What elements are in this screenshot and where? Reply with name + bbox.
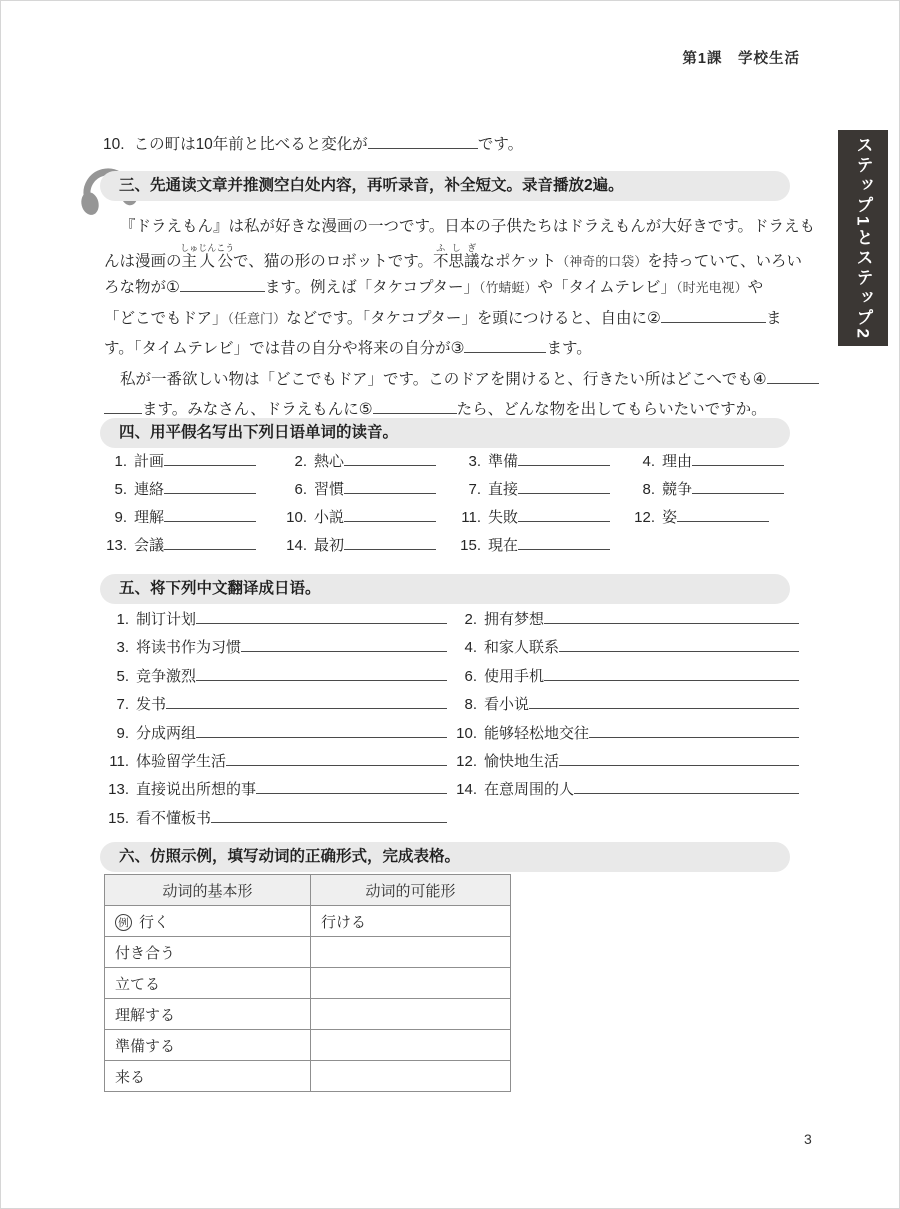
verb-form-table — [104, 874, 511, 1092]
item-phrase: 直接说出所想的事 — [136, 781, 257, 799]
fill-blank[interactable] — [196, 668, 447, 681]
passage-text: や「タイムテレビ」 — [537, 279, 677, 296]
translation-item — [451, 778, 803, 806]
example-mark: 例 — [115, 914, 132, 931]
translation-item — [451, 750, 803, 778]
passage-text: ます。みなさん、ドラえもんに⑤ — [142, 401, 373, 418]
fill-blank[interactable] — [544, 668, 799, 681]
item-phrase: 能够轻松地交往 — [484, 724, 590, 742]
item-number: 9. — [114, 509, 127, 526]
item-number: 12. — [456, 752, 477, 770]
item-number: 15. — [108, 809, 129, 827]
item-number: 3. — [468, 453, 481, 470]
item-word: 小説 — [314, 509, 345, 526]
table-row — [105, 937, 511, 968]
section-4-heading: 四、用平假名写出下列日语单词的读音。 — [100, 418, 790, 448]
item-phrase: 使用手机 — [484, 667, 545, 685]
item-word: 姿 — [662, 509, 678, 526]
passage-line — [104, 212, 814, 243]
chinese-gloss: （时光电视） — [676, 280, 748, 295]
fill-blank[interactable] — [164, 509, 256, 522]
fill-blank[interactable] — [164, 481, 256, 494]
fill-blank[interactable] — [344, 481, 436, 494]
translation-item — [451, 693, 803, 721]
item-word: 失敗 — [488, 509, 519, 526]
item-number: 13. — [106, 537, 127, 554]
reading-item — [283, 450, 457, 478]
item-number: 8. — [464, 696, 477, 714]
potential-form-cell[interactable] — [311, 937, 511, 968]
passage-ruby-text: 主人公しゅじんこう — [180, 242, 235, 270]
reading-item — [631, 506, 803, 534]
fill-blank[interactable] — [518, 453, 610, 466]
item-phrase: 发书 — [136, 696, 167, 714]
base-form-cell: 例 行く — [105, 906, 311, 937]
item-number: 7. — [468, 481, 481, 498]
reading-item — [457, 478, 631, 506]
item-word: 習慣 — [314, 481, 345, 498]
passage-text: 「どこでもドア」 — [104, 309, 228, 327]
fill-blank[interactable] — [692, 453, 784, 466]
fill-blank[interactable] — [373, 401, 457, 414]
fill-blank[interactable] — [559, 639, 799, 652]
item-phrase: 看不懂板书 — [136, 809, 212, 827]
potential-form-cell[interactable] — [311, 968, 511, 999]
translation-item — [451, 636, 803, 664]
fill-blank[interactable] — [226, 753, 447, 766]
fill-blank[interactable] — [464, 340, 546, 353]
item-number: 11. — [109, 752, 129, 770]
passage-text: などです。「タケコプター」を頭につけると、自由に② — [286, 309, 661, 327]
translation-item — [451, 608, 803, 636]
fill-blank[interactable] — [589, 725, 799, 738]
item-number: 9. — [116, 724, 129, 742]
fill-blank[interactable] — [518, 537, 610, 550]
item-word: 理由 — [662, 453, 693, 470]
item-number: 3. — [116, 639, 129, 657]
reading-item — [631, 450, 803, 478]
fill-blank[interactable] — [529, 696, 799, 709]
table-row — [105, 999, 511, 1030]
reading-item — [283, 478, 457, 506]
question-text-before: この町は10年前と比べると変化が — [133, 136, 368, 153]
reading-item — [283, 506, 457, 534]
item-number: 6. — [294, 481, 307, 498]
item-phrase: 愉快地生活 — [484, 752, 560, 770]
fill-blank[interactable] — [196, 611, 447, 624]
passage-line — [104, 334, 814, 365]
passage-text: を持っていて、いろい — [647, 252, 802, 270]
reading-item — [457, 450, 631, 478]
table-header-base-form: 动词的基本形 — [105, 875, 311, 906]
reading-item — [457, 506, 631, 534]
item-phrase: 拥有梦想 — [484, 611, 545, 628]
item-word: 連絡 — [134, 481, 165, 498]
fill-blank[interactable] — [104, 401, 142, 414]
passage-text: ま — [765, 309, 782, 327]
potential-form-cell[interactable] — [311, 1061, 511, 1092]
fill-blank[interactable] — [518, 481, 610, 494]
base-form-cell: 付き合う — [105, 937, 311, 968]
side-tab-label: ステップ1とステップ2 — [853, 135, 873, 341]
translation-item — [103, 750, 451, 778]
passage-text: たら、どんな物を出してもらいたいですか。 — [456, 401, 767, 418]
translation-item — [103, 636, 451, 664]
table-header-potential-form: 动词的可能形 — [311, 875, 511, 906]
reading-item — [283, 534, 457, 562]
item-word: 会議 — [134, 537, 165, 554]
reading-item — [103, 534, 283, 562]
item-word: 準備 — [488, 453, 519, 470]
passage-text: で、猫の形のロボットです。 — [233, 252, 433, 270]
reading-item — [457, 534, 631, 562]
translation-item — [103, 665, 451, 693]
fill-blank[interactable] — [196, 725, 447, 738]
item-number: 11. — [461, 509, 481, 526]
question-10 — [103, 132, 523, 154]
fill-blank[interactable] — [368, 136, 478, 149]
item-number: 4. — [464, 639, 477, 657]
lesson-header: 第1課 学校生活 — [682, 51, 800, 67]
reading-item — [631, 478, 803, 506]
passage-text: す。「タイムテレビ」では昔の自分や将来の自分が③ — [104, 340, 465, 357]
fill-blank[interactable] — [559, 753, 799, 766]
item-word: 計画 — [134, 453, 165, 470]
item-phrase: 体验留学生活 — [136, 752, 227, 770]
table-row — [105, 1030, 511, 1061]
passage-text: なポケット — [479, 252, 557, 270]
table-row — [105, 1061, 511, 1092]
item-phrase: 在意周围的人 — [484, 781, 575, 799]
item-phrase: 看小说 — [484, 696, 530, 714]
potential-form-cell[interactable] — [311, 1030, 511, 1061]
fill-blank[interactable] — [692, 481, 784, 494]
section-3-heading: 三、先通读文章并推测空白处内容，再听录音，补全短文。录音播放2遍。 — [100, 171, 790, 201]
potential-form-cell: 行ける — [311, 906, 511, 937]
item-number: 1. — [116, 611, 129, 628]
translation-item — [103, 722, 451, 750]
listening-passage — [104, 212, 814, 426]
fill-blank[interactable] — [677, 509, 769, 522]
fill-blank[interactable] — [211, 810, 447, 823]
fill-blank[interactable] — [164, 537, 256, 550]
passage-line — [104, 243, 814, 274]
translation-item — [451, 722, 803, 750]
translation-item — [103, 778, 451, 806]
item-number: 12. — [634, 509, 655, 526]
passage-text: んは漫画の — [104, 252, 182, 270]
item-phrase: 竞争激烈 — [136, 667, 197, 685]
passage-text: ます。 — [546, 340, 592, 357]
base-form-cell: 来る — [105, 1061, 311, 1092]
item-word: 理解 — [134, 509, 165, 526]
chinese-gloss: （任意门） — [227, 310, 287, 326]
passage-text: ろな物が① — [104, 279, 180, 296]
item-number: 4. — [642, 453, 655, 470]
item-number: 2. — [294, 453, 307, 470]
chinese-gloss: （竹蜻蜓） — [478, 280, 538, 295]
question-text-after: です。 — [477, 136, 524, 153]
item-number: 14. — [286, 537, 307, 554]
item-number: 8. — [642, 481, 655, 498]
translation-item — [103, 693, 451, 721]
reading-item — [103, 478, 283, 506]
item-number: 14. — [456, 781, 477, 799]
base-form-cell: 準備する — [105, 1030, 311, 1061]
item-word: 最初 — [314, 537, 345, 554]
fill-blank[interactable] — [344, 537, 436, 550]
passage-text: ます。例えば「タケコプター」 — [264, 279, 479, 296]
fill-blank[interactable] — [344, 453, 436, 466]
fill-blank[interactable] — [574, 781, 799, 794]
passage-ruby-text: 不思議ふしぎ — [432, 242, 480, 270]
item-number: 5. — [114, 481, 127, 498]
table-row — [105, 968, 511, 999]
item-number: 1. — [114, 453, 127, 470]
fill-blank[interactable] — [256, 781, 447, 794]
fill-blank[interactable] — [767, 371, 819, 384]
base-form-cell: 理解する — [105, 999, 311, 1030]
base-form-cell: 立てる — [105, 968, 311, 999]
item-word: 直接 — [488, 481, 519, 498]
translation-item — [103, 807, 451, 835]
section-4-items — [103, 450, 803, 562]
fill-blank[interactable] — [164, 453, 256, 466]
item-number: 13. — [108, 781, 129, 799]
section-5-heading: 五、将下列中文翻译成日语。 — [100, 574, 790, 604]
item-phrase: 分成两组 — [136, 724, 197, 742]
passage-line — [104, 365, 814, 396]
page-number: 3 — [804, 1131, 812, 1147]
item-phrase: 和家人联系 — [484, 639, 560, 657]
fill-blank[interactable] — [180, 279, 265, 292]
side-tab-step1-step2 — [838, 130, 888, 346]
translation-item — [451, 665, 803, 693]
passage-text: 『ドラえもん』は私が好きな漫画の一つです。日本の子供たちはドラえもんが大好きです。ドラえも — [120, 218, 816, 235]
item-number: 10. — [456, 724, 477, 742]
section-6-heading: 六、仿照示例，填写动词的正确形式，完成表格。 — [100, 842, 790, 872]
item-word: 現在 — [488, 537, 519, 554]
item-number: 7. — [116, 696, 129, 714]
section-5-items — [103, 608, 803, 835]
item-word: 熱心 — [314, 453, 345, 470]
item-phrase: 将读书作为习惯 — [136, 639, 242, 657]
verb-table-body — [105, 906, 511, 1092]
fill-blank[interactable] — [166, 696, 447, 709]
item-number: 6. — [464, 667, 477, 685]
fill-blank[interactable] — [544, 611, 799, 624]
fill-blank[interactable] — [518, 509, 610, 522]
item-number: 5. — [116, 667, 129, 685]
item-number: 2. — [464, 611, 477, 628]
chinese-gloss: （神奇的口袋） — [556, 253, 648, 269]
reading-item — [103, 450, 283, 478]
fill-blank[interactable] — [344, 509, 436, 522]
potential-form-cell[interactable] — [311, 999, 511, 1030]
passage-text: や — [747, 279, 764, 296]
passage-line — [104, 304, 814, 335]
passage-text: 私が一番欲しい物は「どこでもドア」です。このドアを開けると、行きたい所はどこへでも④ — [120, 370, 767, 388]
fill-blank[interactable] — [241, 639, 447, 652]
question-number: 10. — [103, 136, 125, 153]
item-number: 10. — [286, 509, 307, 526]
reading-item — [103, 506, 283, 534]
passage-line — [104, 273, 814, 304]
fill-blank[interactable] — [661, 310, 766, 323]
item-number: 15. — [460, 537, 481, 554]
table-row — [105, 906, 511, 937]
translation-item — [103, 608, 451, 636]
item-phrase: 制订计划 — [136, 611, 197, 628]
item-word: 競争 — [662, 481, 693, 498]
